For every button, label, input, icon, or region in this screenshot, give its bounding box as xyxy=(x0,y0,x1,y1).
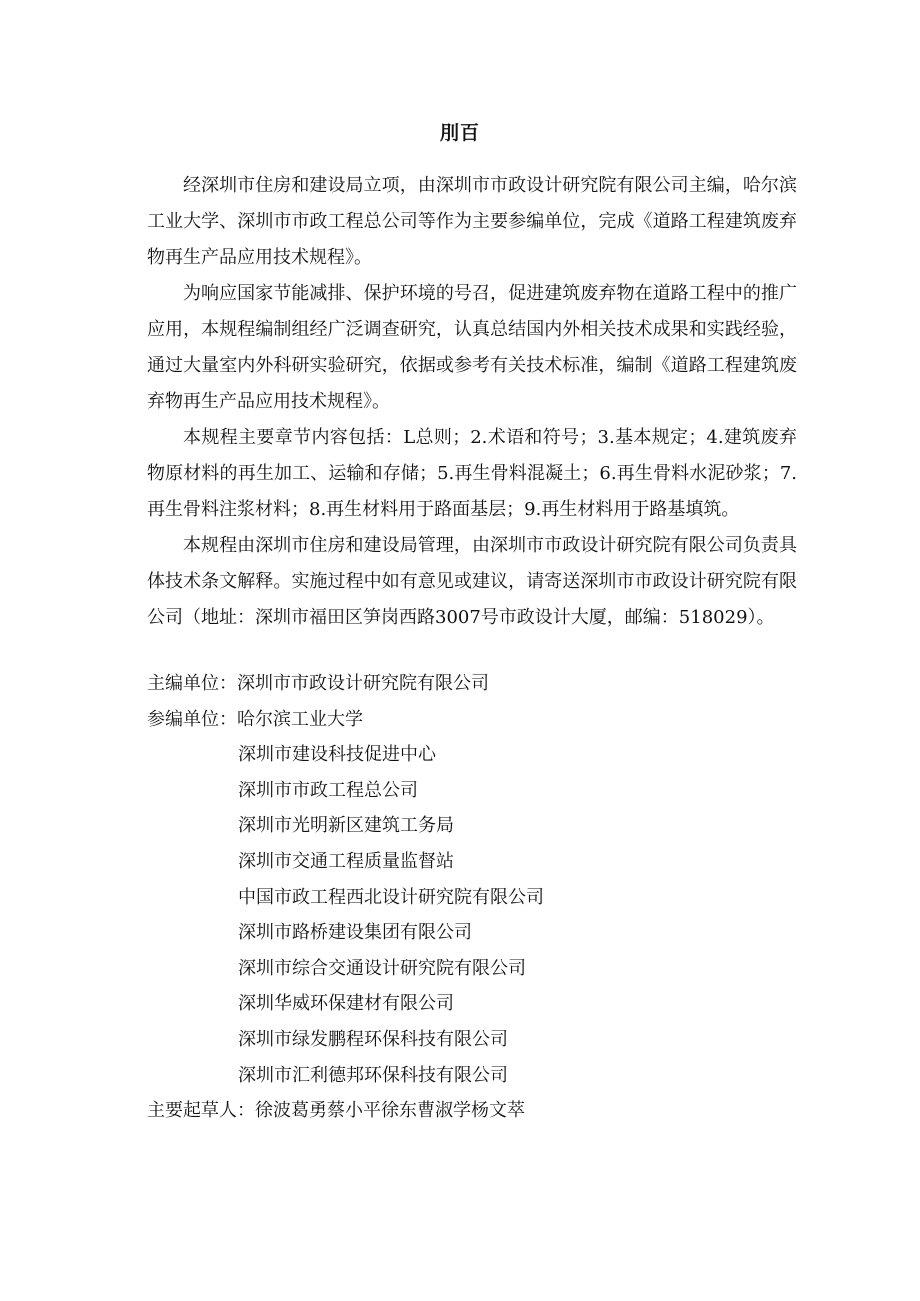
chief-unit-line: 主编单位：深圳市市政设计研究院有限公司 xyxy=(147,673,489,694)
paragraph-2: 为响应国家节能减排、保护环境的号召，促进建筑废弃物在道路工程中的推广应用，本规程编制组经广泛调查研究，认真总结国内外相关技术成果和实践经验，通过大量室内外科研实验研究，依据或参考有关技术标准，编制《道路工程建筑废弃物再生产品应用技术规程》。 xyxy=(147,283,797,412)
participating-unit: 深圳市路桥建设集团有限公司 xyxy=(238,922,472,944)
drafters-line: 主要起草人：徐波葛勇蔡小平徐东曹淑学杨文萃 xyxy=(147,1100,525,1122)
paragraph-1: 经深圳市住房和建设局立项，由深圳市市政设计研究院有限公司主编，哈尔滨工业大学、深圳市市政工程总公司等作为主要参编单位，完成《道路工程建筑废弃物再生产品应用技术规程》。 xyxy=(147,175,797,268)
participating-unit: 深圳市交通工程质量监督站 xyxy=(238,850,454,872)
paragraph-4: 本规程由深圳市住房和建设局管理，由深圳市市政设计研究院有限公司负责具体技术条文解释。实施过程中如有意见或建议，请寄送深圳市市政设计研究院有限公司（地址：深圳市福田区笋岗西路3007号市政设计大厦，邮编：518029）。 xyxy=(147,535,797,628)
foreword-body xyxy=(147,168,797,636)
participating-unit: 深圳市光明新区建筑工务局 xyxy=(238,815,454,837)
participating-unit: 深圳市绿发鹏程环保科技有限公司 xyxy=(238,1028,508,1050)
participating-units-heading: 参编单位：哈尔滨工业大学 xyxy=(147,708,363,730)
participating-unit: 中国市政工程西北设计研究院有限公司 xyxy=(238,886,544,908)
participating-unit: 深圳市综合交通设计研究院有限公司 xyxy=(238,957,526,979)
participating-unit: 深圳市建设科技促进中心 xyxy=(238,744,436,766)
credits-section xyxy=(147,666,797,1129)
participating-unit: 深圳市市政工程总公司 xyxy=(238,779,418,801)
participating-unit: 深圳华威环保建材有限公司 xyxy=(238,993,454,1015)
page-title: 刖百 xyxy=(439,122,480,144)
participating-unit: 深圳市汇利德邦环保科技有限公司 xyxy=(238,1064,508,1086)
paragraph-3: 本规程主要章节内容包括：L总则；2.术语和符号；3.基本规定；4.建筑废弃物原材料的再生加工、运输和存储；5.再生骨料混凝土；6.再生骨料水泥砂浆；7.再生骨料注浆材料；8.再生材料用于路面基层；9.再生材料用于路基填筑。 xyxy=(147,427,797,520)
